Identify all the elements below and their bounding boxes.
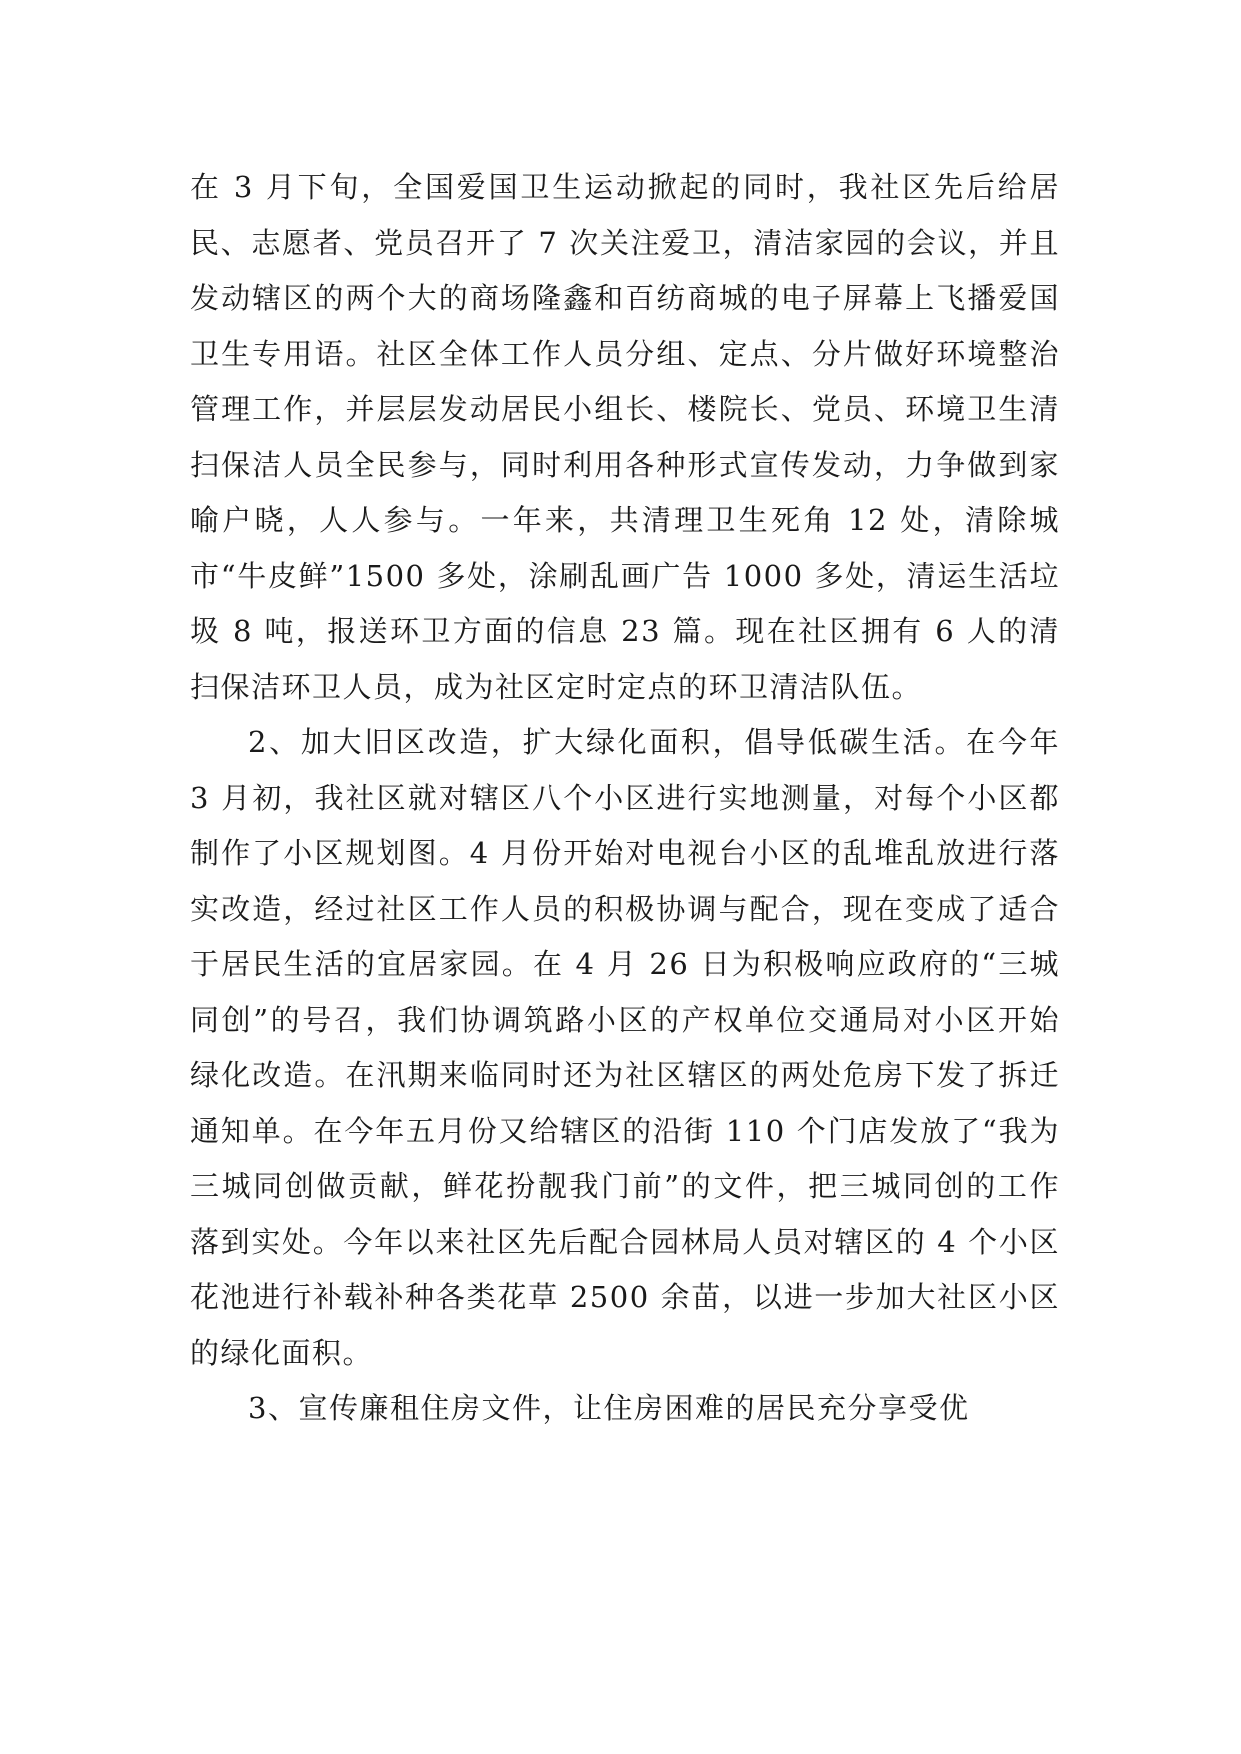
paragraph-3: 3、宣传廉租住房文件，让住房困难的居民充分享受优 bbox=[248, 1391, 970, 1425]
paragraph-1: 在 3 月下旬，全国爱国卫生运动掀起的同时，我社区先后给居民、志愿者、党员召开了 7 次关注爱卫，清洁家园的会议，并且发动辖区的两个大的商场隆鑫和百纺商城的电子屏幕上飞播爱国卫生专用语。社区全体工作人员分组、定点、分片做好环境整治管理工作，并层层发动居民小组长、楼院长、党员、环境卫生清扫保洁人员全民参与，同时利用各种形式宣传发动，力争做到家喻户晓，人人参与。一年来，共清理卫生死角 12 处，清除城市“牛皮鲜”1500 多处，涂刷乱画广告 1000 多处，清运生活垃圾 8 吨，报送环卫方面的信息 23 篇。现在社区拥有 6 人的清扫保洁环卫人员，成为社区定时定点的环卫清洁队伍。 bbox=[190, 170, 1060, 704]
document-body bbox=[190, 160, 1060, 1437]
paragraph-2: 2、加大旧区改造，扩大绿化面积，倡导低碳生活。在今年 3 月初，我社区就对辖区八个小区进行实地测量，对每个小区都制作了小区规划图。4 月份开始对电视台小区的乱堆乱放进行落实改造，经过社区工作人员的积极协调与配合，现在变成了适合于居民生活的宜居家园。在 4 月 26 日为积极响应政府的“三城同创”的号召，我们协调筑路小区的产权单位交通局对小区开始绿化改造。在汛期来临同时还为社区辖区的两处危房下发了拆迁通知单。在今年五月份又给辖区的沿街 110 个门店发放了“我为三城同创做贡献，鲜花扮靓我门前”的文件，把三城同创的工作落到实处。今年以来社区先后配合园林局人员对辖区的 4 个小区花池进行补载补种各类花草 2500 余苗，以进一步加大社区小区的绿化面积。 bbox=[190, 725, 1060, 1370]
